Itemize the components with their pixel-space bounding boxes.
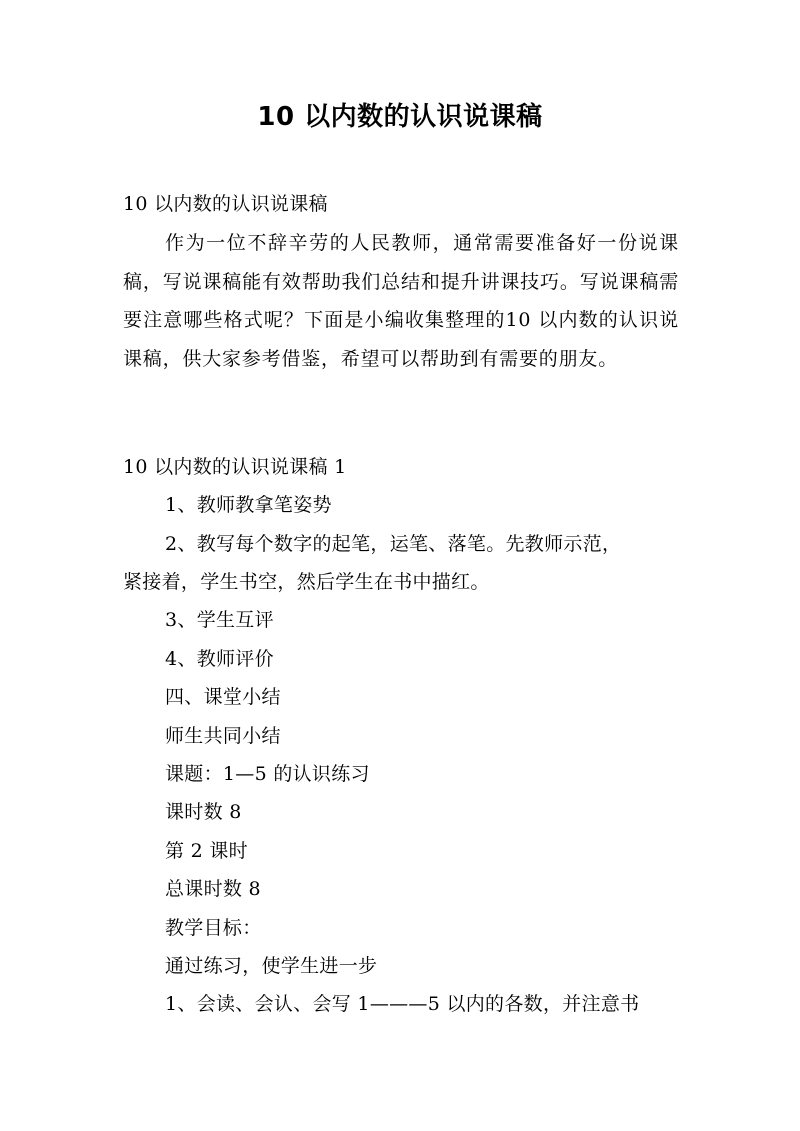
goals-heading: 教学目标：	[165, 917, 262, 939]
step-item: 3、学生互评	[165, 609, 274, 631]
summary-heading: 四、课堂小结	[165, 686, 281, 708]
step-item-continued: 紧接着，学生书空，然后学生在书中描红。	[123, 571, 490, 593]
document-subtitle: 10 以内数的认识说课稿	[123, 193, 328, 215]
total-hours: 总课时数 8	[165, 878, 261, 900]
document-title: 10 以内数的认识说课稿	[257, 102, 543, 132]
lesson-topic: 课题：1—5 的认识练习	[165, 763, 370, 785]
step-item: 4、教师评价	[165, 648, 274, 670]
intro-paragraph: 作为一位不辞辛劳的人民教师，通常需要准备好一份说课稿，写说课稿能有效帮助我们总结和提升讲课技巧。写说课稿需要注意哪些格式呢？下面是小编收集整理的10 以内数的认识说课稿，供大家参考借鉴，希望可以帮助到有需要的朋友。	[123, 232, 679, 370]
summary-text: 师生共同小结	[165, 725, 281, 747]
goals-intro: 通过练习，使学生进一步	[165, 955, 378, 977]
lesson-hours: 课时数 8	[165, 801, 242, 823]
goal-item: 1、会读、会认、会写 1———5 以内的各数，并注意书	[165, 993, 640, 1015]
lesson-number: 第 2 课时	[165, 840, 248, 862]
step-item: 1、教师教拿笔姿势	[165, 494, 332, 516]
section-heading: 10 以内数的认识说课稿 1	[123, 456, 347, 478]
step-item: 2、教写每个数字的起笔，运笔、落笔。先教师示范，	[165, 533, 622, 555]
